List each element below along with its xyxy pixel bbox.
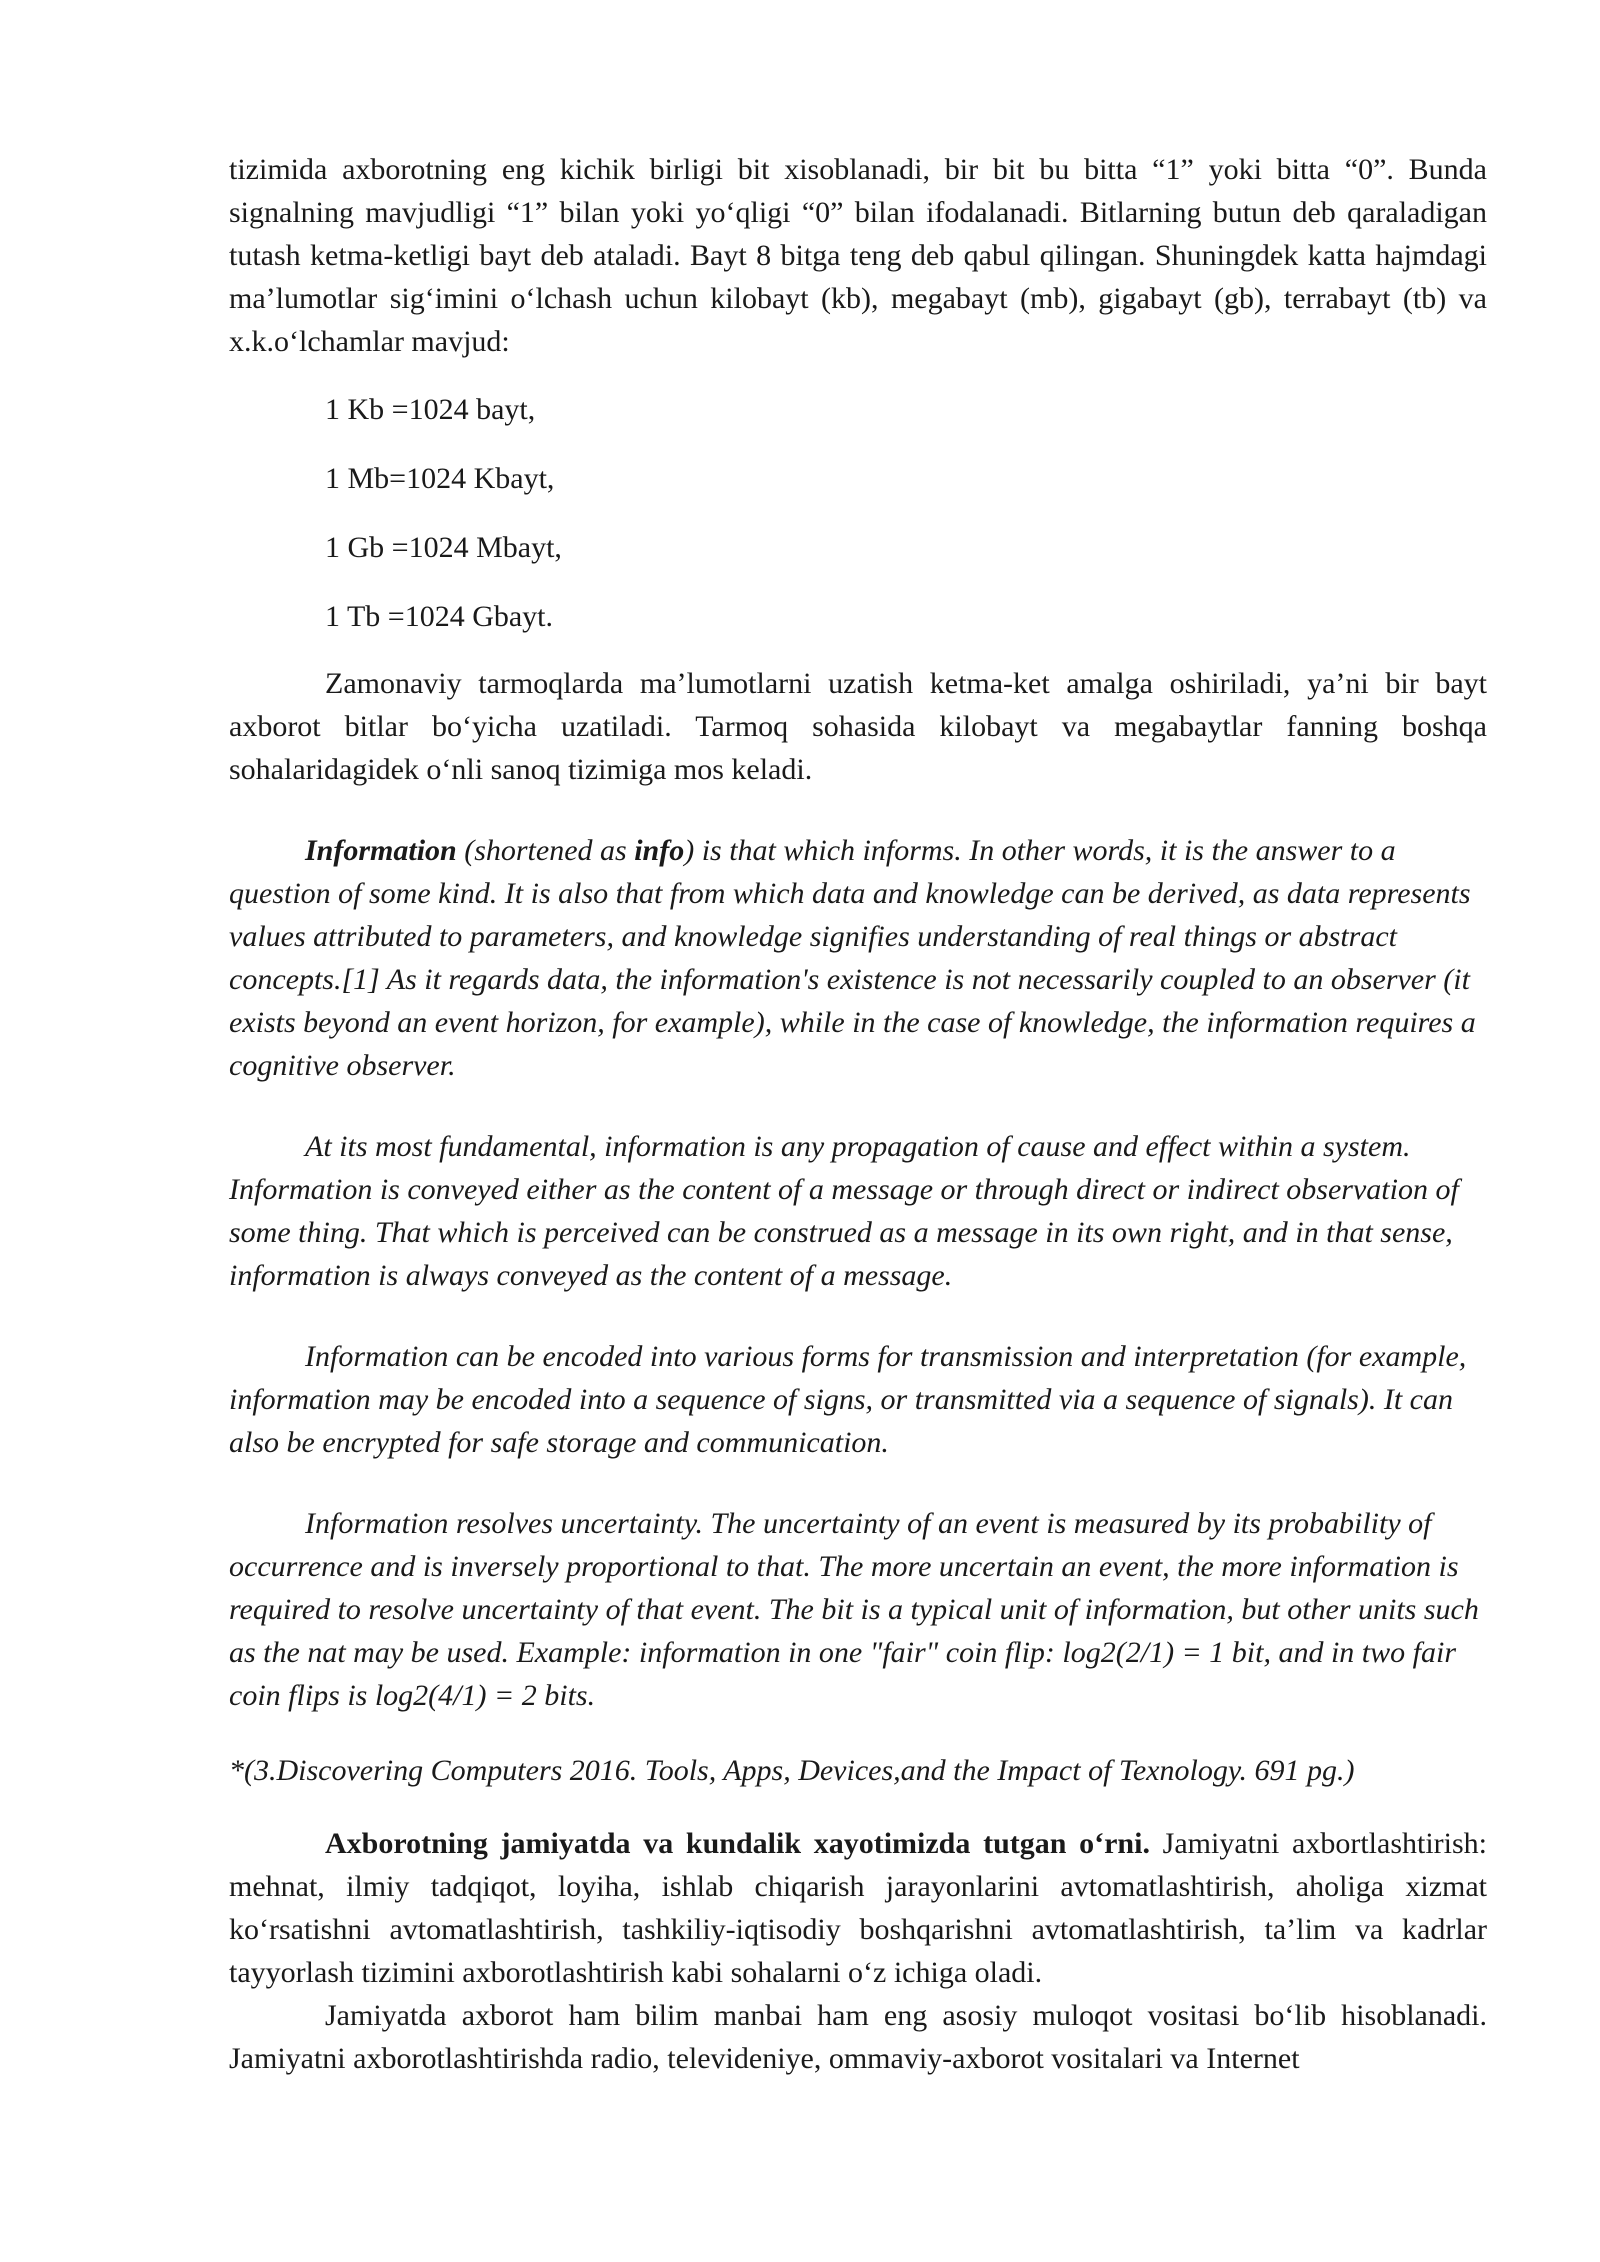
- formula-tb: 1 Tb =1024 Gbayt.: [325, 600, 554, 633]
- term-info: info: [634, 834, 685, 867]
- formula-gb: 1 Gb =1024 Mbayt,: [325, 531, 562, 564]
- info-text-rest: ) is that which informs. In other words, it is the answer to a question of some kind. It is also that from which data and knowledge can be derived, as data represents values attributed to parameters, and knowledge signifies understanding of real things or abstract concepts.[1] As it regards data, the information's existence is not necessarily coupled to an observer (it exists beyond an event horizon, for example), while in the case of knowledge, the information requires a cognitive observer.: [229, 834, 1476, 1082]
- paragraph-encoding: Information can be encoded into various forms for transmission and interpretation (for example, information may be encoded into a sequence of signs, or transmitted via a sequence of signals). It can also be encrypted for safe storage and communication.: [229, 1340, 1467, 1459]
- paragraph-society-role: [229, 1822, 1487, 1994]
- unit-conversion-list: [229, 388, 1487, 638]
- paragraph-fundamental: At its most fundamental, information is any propagation of cause and effect within a system. Information is conveyed either as the content of a message or through direct or indirect observation of some thing. That which is perceived can be construed as a message in its own right, and in that sense, information is always conveyed as the content of a message.: [229, 1130, 1459, 1292]
- paragraph-bit-definition: tizimida axborotning eng kichik birligi bit xisoblanadi, bir bit bu bitta “1” yoki bitta “0”. Bunda signalning mavjudligi “1” bilan yoki yo‘qligi “0” bilan ifodalanadi. Bitlarning butun deb qaraladigan tutash ketma-ketligi bayt deb ataladi. Bayt 8 bitga teng deb qabul qilingan. Shuningdek katta hajmdagi ma’lumotlar sig‘imini o‘lchash uchun kilobayt (kb), megabayt (mb), gigabayt (gb), terrabayt (tb) va x.k.o‘lchamlar mavjud:: [229, 153, 1487, 358]
- paragraph-information-definition: [229, 829, 1487, 1087]
- page-content: [229, 148, 1487, 2080]
- paragraph-network-transfer: Zamonaviy tarmoqlarda ma’lumotlarni uzatish ketma-ket amalga oshiriladi, ya’ni bir bayt axborot bitlar bo‘yicha uzatiladi. Tarmoq sohasida kilobayt va megabaytlar fanning boshqa sohalaridagidek o‘nli sanoq tizimiga mos keladi.: [229, 667, 1487, 786]
- term-information: Information: [305, 834, 457, 867]
- section-heading: Axborotning jamiyatda va kundalik xayotimizda tutgan o‘rni.: [325, 1827, 1150, 1860]
- citation: *(3.Discovering Computers 2016. Tools, Apps, Devices,and the Impact of Texnology. 691 pg.): [229, 1754, 1355, 1787]
- formula-kb: 1 Kb =1024 bayt,: [325, 393, 536, 426]
- society-role-body: Jamiyatni axbortlashtirish: mehnat, ilmiy tadqiqot, loyiha, ishlab chiqarish jarayonlarini avtomatlashtirish, aholiga xizmat ko‘rsatishni avtomatlashtirish, tashkiliy-iqtisodiy boshqarishni avtomatlashtirish, ta’lim va kadrlar tayyorlash tizimini axborotlashtirish kabi sohalarni o‘z ichiga oladi.: [229, 1827, 1487, 1989]
- paragraph-society-communication: Jamiyatda axborot ham bilim manbai ham eng asosiy muloqot vositasi bo‘lib hisoblanadi. Jamiyatni axborotlashtirishda radio, televideniye, ommaviy-axborot vositalari va Internet: [229, 1999, 1487, 2075]
- info-text-mid: (shortened as: [456, 834, 635, 867]
- paragraph-uncertainty: Information resolves uncertainty. The uncertainty of an event is measured by its probability of occurrence and is inversely proportional to that. The more uncertain an event, the more information is required to resolve uncertainty of that event. The bit is a typical unit of information, but other units such as the nat may be used. Example: information in one "fair" coin flip: log2(2/1) = 1 bit, and in two fair coin flips is log2(4/1) = 2 bits.: [229, 1507, 1479, 1712]
- formula-mb: 1 Mb=1024 Kbayt,: [325, 462, 555, 495]
